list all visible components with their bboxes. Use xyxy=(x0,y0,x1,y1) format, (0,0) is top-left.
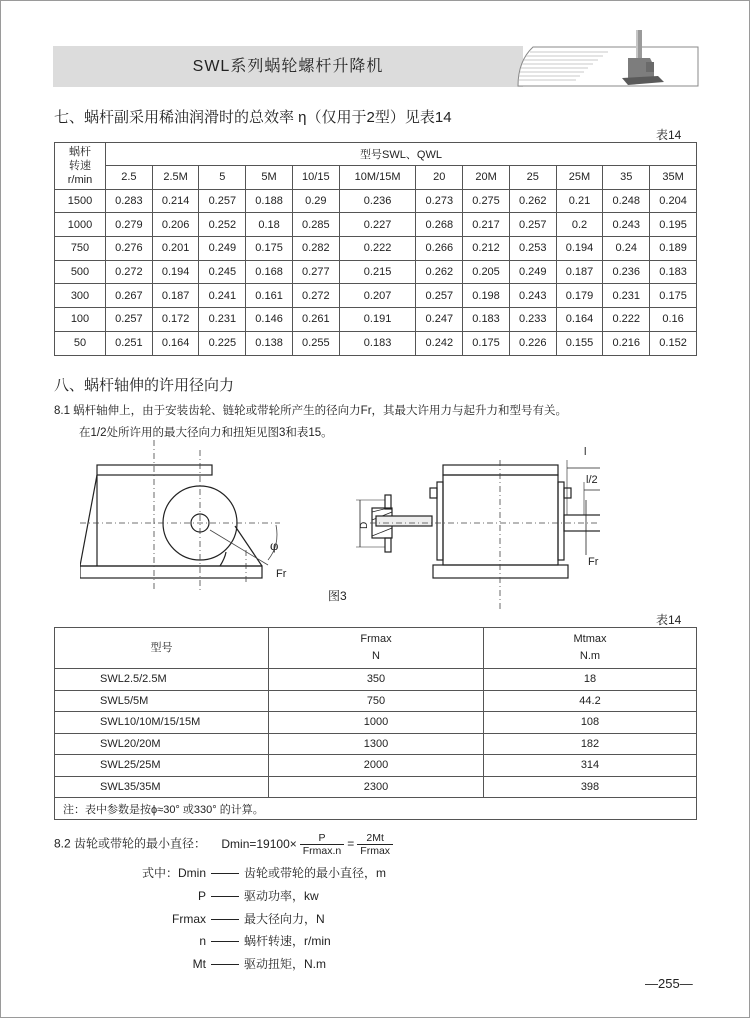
d-label: D xyxy=(359,521,370,529)
model-column-header: 2.5 xyxy=(106,166,153,190)
efficiency-cell: 0.24 xyxy=(603,237,650,261)
legend-dash xyxy=(211,896,239,897)
section-8-heading: 八、蜗杆轴伸的许用径向力 xyxy=(54,377,235,394)
fraction-2 xyxy=(357,832,393,857)
efficiency-cell: 0.189 xyxy=(650,237,697,261)
table-row xyxy=(55,690,697,712)
table-row xyxy=(55,189,697,213)
efficiency-cell: 0.204 xyxy=(650,189,697,213)
legend-prefix: 式中： xyxy=(141,866,178,880)
speed-header-line3: r/min xyxy=(67,173,93,186)
efficiency-cell: 0.261 xyxy=(292,308,339,332)
table-row xyxy=(55,213,697,237)
efficiency-cell: 0.146 xyxy=(246,308,293,332)
model-column-header: 25M xyxy=(556,166,603,190)
phi-label: φ xyxy=(270,539,279,553)
legend-item xyxy=(110,932,331,949)
legend-symbol-text: P xyxy=(197,889,206,903)
efficiency-cell: 0.245 xyxy=(199,260,246,284)
legend-dash xyxy=(211,919,239,920)
efficiency-cell: 0.152 xyxy=(650,331,697,355)
efficiency-cell: 0.198 xyxy=(463,284,510,308)
efficiency-cell: 0.273 xyxy=(416,189,463,213)
efficiency-cell: 0.275 xyxy=(463,189,510,213)
efficiency-cell: 0.233 xyxy=(509,308,556,332)
efficiency-cell: 0.217 xyxy=(463,213,510,237)
efficiency-cell: 0.227 xyxy=(339,213,416,237)
efficiency-cell: 0.215 xyxy=(339,260,416,284)
legend-symbol xyxy=(110,912,206,926)
model-column-header: 2.5M xyxy=(152,166,199,190)
efficiency-cell: 0.255 xyxy=(292,331,339,355)
figure-3-drawing xyxy=(80,440,600,610)
efficiency-cell: 0.268 xyxy=(416,213,463,237)
efficiency-cell: 0.183 xyxy=(463,308,510,332)
efficiency-cell: 0.262 xyxy=(509,189,556,213)
mtmax-cell: 314 xyxy=(484,755,697,777)
efficiency-cell: 0.272 xyxy=(292,284,339,308)
efficiency-cell: 0.267 xyxy=(106,284,153,308)
para-8-1-line2: 在1/2处所许用的最大径向力和扭矩见图3和表15。 xyxy=(79,427,333,439)
efficiency-cell: 0.247 xyxy=(416,308,463,332)
model-column-header: 10M/15M xyxy=(339,166,416,190)
mtmax-header-unit: N.m xyxy=(579,650,601,662)
mtmax-cell: 44.2 xyxy=(484,690,697,712)
para-8-2-label: 8.2 齿轮或带轮的最小直径： xyxy=(54,836,207,851)
model-columns-row xyxy=(55,166,697,190)
legend-symbol-text: n xyxy=(199,934,206,948)
l-label: l xyxy=(584,446,587,458)
efficiency-cell: 0.187 xyxy=(152,284,199,308)
model-column-header: 25 xyxy=(509,166,556,190)
frmax-header-label: Frmax xyxy=(360,633,392,645)
efficiency-cell: 0.236 xyxy=(339,189,416,213)
efficiency-cell: 0.251 xyxy=(106,331,153,355)
lifter-product-icon xyxy=(618,28,668,88)
efficiency-cell: 0.216 xyxy=(603,331,650,355)
efficiency-table xyxy=(54,142,697,356)
legend-symbol xyxy=(110,864,206,881)
efficiency-cell: 0.257 xyxy=(509,213,556,237)
efficiency-cell: 0.249 xyxy=(199,237,246,261)
efficiency-cell: 0.206 xyxy=(152,213,199,237)
efficiency-cell: 0.236 xyxy=(603,260,650,284)
frmax-cell: 2000 xyxy=(269,755,484,777)
figure-3-caption: 图3 xyxy=(328,589,347,603)
efficiency-cell: 0.252 xyxy=(199,213,246,237)
mtmax-cell: 398 xyxy=(484,776,697,798)
efficiency-cell: 0.222 xyxy=(603,308,650,332)
efficiency-cell: 0.276 xyxy=(106,237,153,261)
model-column-header: 5M xyxy=(246,166,293,190)
model-cell: SWL10/10M/15/15M xyxy=(55,712,269,734)
legend-item xyxy=(110,864,386,881)
legend-item xyxy=(110,955,326,972)
section-7-heading: 七、蜗杆副采用稀油润滑时的总效率 η（仅用于2型）见表14 xyxy=(54,109,452,126)
efficiency-cell: 0.243 xyxy=(509,284,556,308)
speed-header xyxy=(55,143,106,190)
frmax-header xyxy=(269,628,484,669)
table-note: 注：表中参数是按ϕ≈30° 或330° 的计算。 xyxy=(55,798,697,820)
speed-cell: 500 xyxy=(55,260,106,284)
fraction-1 xyxy=(300,832,345,857)
table-tag-1: 表14 xyxy=(656,128,682,142)
efficiency-cell: 0.175 xyxy=(650,284,697,308)
efficiency-cell: 0.195 xyxy=(650,213,697,237)
efficiency-cell: 0.248 xyxy=(603,189,650,213)
legend-description: 蜗杆转速，r/min xyxy=(244,934,331,948)
efficiency-cell: 0.183 xyxy=(339,331,416,355)
efficiency-cell: 0.241 xyxy=(199,284,246,308)
efficiency-cell: 0.222 xyxy=(339,237,416,261)
efficiency-cell: 0.231 xyxy=(199,308,246,332)
speed-cell: 50 xyxy=(55,331,106,355)
legend-symbol-text: Dmin xyxy=(177,866,206,880)
efficiency-cell: 0.214 xyxy=(152,189,199,213)
frmax-cell: 1300 xyxy=(269,733,484,755)
mtmax-cell: 18 xyxy=(484,669,697,691)
table-row xyxy=(55,712,697,734)
efficiency-cell: 0.207 xyxy=(339,284,416,308)
efficiency-cell: 0.277 xyxy=(292,260,339,284)
speed-cell: 100 xyxy=(55,308,106,332)
legend-item xyxy=(110,910,325,927)
model-group-header: 型号SWL、QWL xyxy=(106,143,697,166)
frmax-cell: 2300 xyxy=(269,776,484,798)
efficiency-cell: 0.283 xyxy=(106,189,153,213)
frmax-cell: 750 xyxy=(269,690,484,712)
model-cell: SWL2.5/2.5M xyxy=(55,669,269,691)
model-cell: SWL5/5M xyxy=(55,690,269,712)
formula-lhs: Dmin=19100× xyxy=(221,836,297,851)
table-row xyxy=(55,331,697,355)
efficiency-cell: 0.279 xyxy=(106,213,153,237)
efficiency-cell: 0.231 xyxy=(603,284,650,308)
radial-force-table xyxy=(54,627,697,820)
model-column-header: 10/15 xyxy=(292,166,339,190)
legend-description: 驱动扭矩，N.m xyxy=(244,957,326,971)
efficiency-cell: 0.194 xyxy=(152,260,199,284)
efficiency-cell: 0.16 xyxy=(650,308,697,332)
frac1-numerator: P xyxy=(300,832,345,845)
efficiency-cell: 0.161 xyxy=(246,284,293,308)
efficiency-cell: 0.272 xyxy=(106,260,153,284)
efficiency-cell: 0.2 xyxy=(556,213,603,237)
frac2-numerator: 2Mt xyxy=(357,832,393,845)
model-column-header: 35 xyxy=(603,166,650,190)
efficiency-cell: 0.285 xyxy=(292,213,339,237)
table-row xyxy=(55,755,697,777)
speed-header-line2: 转速 xyxy=(69,159,91,172)
efficiency-cell: 0.253 xyxy=(509,237,556,261)
table-row xyxy=(55,733,697,755)
table-tag-2: 表14 xyxy=(656,613,682,627)
header-banner xyxy=(53,46,698,87)
right-base xyxy=(433,565,568,578)
efficiency-cell: 0.168 xyxy=(246,260,293,284)
efficiency-cell: 0.257 xyxy=(106,308,153,332)
efficiency-cell: 0.172 xyxy=(152,308,199,332)
model-column-header: 35M xyxy=(650,166,697,190)
legend-symbol xyxy=(110,934,206,948)
legend-dash xyxy=(211,964,239,965)
efficiency-cell: 0.175 xyxy=(463,331,510,355)
model-cell: SWL20/20M xyxy=(55,733,269,755)
table-row xyxy=(55,776,697,798)
frmax-cell: 1000 xyxy=(269,712,484,734)
efficiency-cell: 0.18 xyxy=(246,213,293,237)
left-housing-top xyxy=(97,465,212,475)
para-8-1-line1: 8.1 蜗杆轴伸上，由于安装齿轮、链轮或带轮所产生的径向力Fr，其最大许用力与起升力和型号有关。 xyxy=(54,405,568,417)
speed-cell: 750 xyxy=(55,237,106,261)
efficiency-cell: 0.191 xyxy=(339,308,416,332)
table-row xyxy=(55,284,697,308)
page-number: —255— xyxy=(645,976,693,991)
frac2-denominator: Frmax xyxy=(360,845,391,857)
model-column-header: 5 xyxy=(199,166,246,190)
frmax-cell: 350 xyxy=(269,669,484,691)
model-column-header: 20 xyxy=(416,166,463,190)
efficiency-cell: 0.138 xyxy=(246,331,293,355)
mtmax-header-label: Mtmax xyxy=(573,633,607,645)
efficiency-cell: 0.179 xyxy=(556,284,603,308)
efficiency-cell: 0.187 xyxy=(556,260,603,284)
efficiency-cell: 0.188 xyxy=(246,189,293,213)
speed-cell: 300 xyxy=(55,284,106,308)
legend-symbol xyxy=(110,957,206,971)
legend-dash xyxy=(211,873,239,874)
efficiency-cell: 0.155 xyxy=(556,331,603,355)
table-row xyxy=(55,260,697,284)
efficiency-cell: 0.212 xyxy=(463,237,510,261)
mtmax-cell: 108 xyxy=(484,712,697,734)
legend-description: 驱动功率，kw xyxy=(244,889,319,903)
efficiency-cell: 0.225 xyxy=(199,331,246,355)
efficiency-cell: 0.226 xyxy=(509,331,556,355)
legend-description: 齿轮或带轮的最小直径，m xyxy=(244,866,386,880)
efficiency-cell: 0.242 xyxy=(416,331,463,355)
table-row xyxy=(55,669,697,691)
efficiency-cell: 0.262 xyxy=(416,260,463,284)
legend-symbol-text: Frmax xyxy=(172,912,206,926)
mtmax-header xyxy=(484,628,697,669)
legend-item xyxy=(110,887,319,904)
efficiency-cell: 0.282 xyxy=(292,237,339,261)
efficiency-cell: 0.164 xyxy=(152,331,199,355)
fr-label-right: Fr xyxy=(588,556,599,568)
page-header-title: SWL系列蜗轮螺杆升降机 xyxy=(192,58,384,75)
efficiency-cell: 0.266 xyxy=(416,237,463,261)
table-row xyxy=(55,237,697,261)
legend-symbol-text: Mt xyxy=(192,957,206,971)
efficiency-cell: 0.183 xyxy=(650,260,697,284)
model-column-header: 20M xyxy=(463,166,510,190)
formula-8-2 xyxy=(54,832,396,857)
fr-label-left: Fr xyxy=(276,568,287,580)
efficiency-cell: 0.257 xyxy=(199,189,246,213)
efficiency-cell: 0.29 xyxy=(292,189,339,213)
speed-cell: 1500 xyxy=(55,189,106,213)
legend-dash xyxy=(211,941,239,942)
table-row xyxy=(55,308,697,332)
efficiency-cell: 0.164 xyxy=(556,308,603,332)
speed-cell: 1000 xyxy=(55,213,106,237)
left-base xyxy=(80,566,262,578)
efficiency-cell: 0.175 xyxy=(246,237,293,261)
frac1-denominator: Frmax.n xyxy=(302,845,342,857)
efficiency-cell: 0.205 xyxy=(463,260,510,284)
model-header: 型号 xyxy=(55,628,269,669)
formula-equals: = xyxy=(347,836,355,851)
legend-symbol xyxy=(110,889,206,903)
efficiency-cell: 0.201 xyxy=(152,237,199,261)
efficiency-cell: 0.243 xyxy=(603,213,650,237)
efficiency-cell: 0.249 xyxy=(509,260,556,284)
legend-description: 最大径向力，N xyxy=(244,912,325,926)
l-half-label: l/2 xyxy=(586,474,598,486)
efficiency-cell: 0.194 xyxy=(556,237,603,261)
frmax-header-unit: N xyxy=(372,650,380,662)
mtmax-cell: 182 xyxy=(484,733,697,755)
efficiency-cell: 0.257 xyxy=(416,284,463,308)
speed-header-line1: 蜗杆 xyxy=(69,145,91,158)
model-cell: SWL35/35M xyxy=(55,776,269,798)
model-cell: SWL25/25M xyxy=(55,755,269,777)
efficiency-cell: 0.21 xyxy=(556,189,603,213)
